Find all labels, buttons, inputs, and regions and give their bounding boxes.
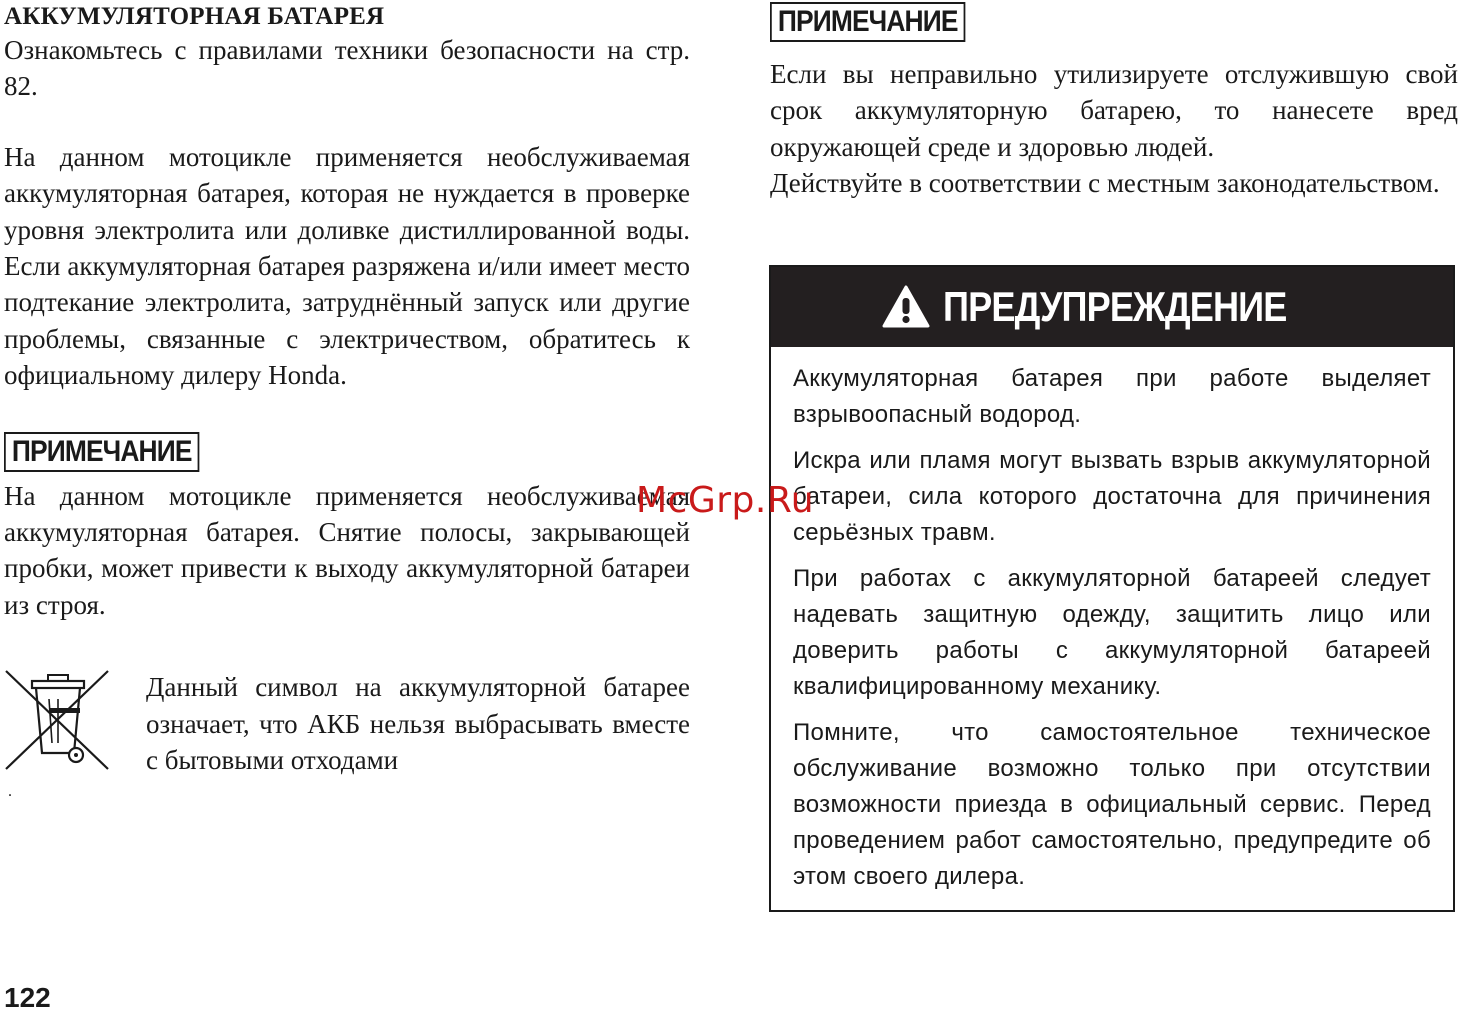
watermark: McGrp.Ru xyxy=(636,480,815,521)
battery-description: На данном мотоцикле применяется необслуживаемая аккумуляторная батарея, которая не нуждается в проверке уровня электролита или доливке дистиллированной воды. Если аккумуляторная батарея разряжена и/или имеет место подтекание электролита, затруднённый запуск или другие проблемы, связанные с электричеством, обратитесь к официальному дилеру Honda. xyxy=(4,141,690,391)
legislation-note: Действуйте в соответствии с местным законодательством. xyxy=(770,168,1440,199)
recycling-text: Данный символ на аккумуляторной батарее означает, что АКБ нельзя выбрасывать вместе с бытовыми отходами xyxy=(146,672,690,776)
warning-box xyxy=(769,265,1455,912)
warning-triangle-icon xyxy=(881,284,931,330)
warning-paragraph: Помните, что самостоятельное техническое обслуживание возможно только при отсутствии возможности приезда в официальный сервис. Перед проведением работ самостоятельно, предупредите об этом своего дилера. xyxy=(793,719,1431,890)
warning-paragraph: Искра или пламя могут вызвать взрыв аккумуляторной батареи, сила которого достаточна для причинения серьёзных травм. xyxy=(793,447,1431,546)
safety-reference: Ознакомьтесь с правилами техники безопасности на стр. 82. xyxy=(4,35,690,102)
stray-dot: . xyxy=(8,783,12,801)
warning-paragraph: При работах с аккумуляторной батареей следует надевать защитную одежду, защитить лицо или доверить работы с аккумуляторной батареей квалифицированному механику. xyxy=(793,565,1431,700)
warning-title: ПРЕДУПРЕЖДЕНИЕ xyxy=(943,283,1287,330)
warning-header xyxy=(771,267,1453,347)
recycling-notice xyxy=(4,669,690,801)
disposal-note: Если вы неправильно утилизируете отслужившую свой срок аккумуляторную батарею, то нанесете вред окружающей среде и здоровью людей. xyxy=(770,59,1458,162)
warning-body xyxy=(771,347,1453,895)
note-label: ПРИМЕЧАНИЕ xyxy=(4,432,199,472)
note-text: На данном мотоцикле применяется необслуживаемая аккумуляторная батарея. Снятие полосы, закрывающей пробки, может привести к выходу аккумуляторной батареи из строя. xyxy=(4,480,690,620)
page-number: 122 xyxy=(4,982,51,1013)
section-heading: АККУМУЛЯТОРНАЯ БАТАРЕЯ xyxy=(4,3,385,30)
left-column xyxy=(4,2,690,801)
warning-paragraph: Аккумуляторная батарея при работе выделяет взрывоопасный водород. xyxy=(793,365,1431,428)
crossed-out-bin-icon xyxy=(4,669,112,773)
note-label-right: ПРИМЕЧАНИЕ xyxy=(770,2,965,42)
right-column xyxy=(770,2,1458,202)
